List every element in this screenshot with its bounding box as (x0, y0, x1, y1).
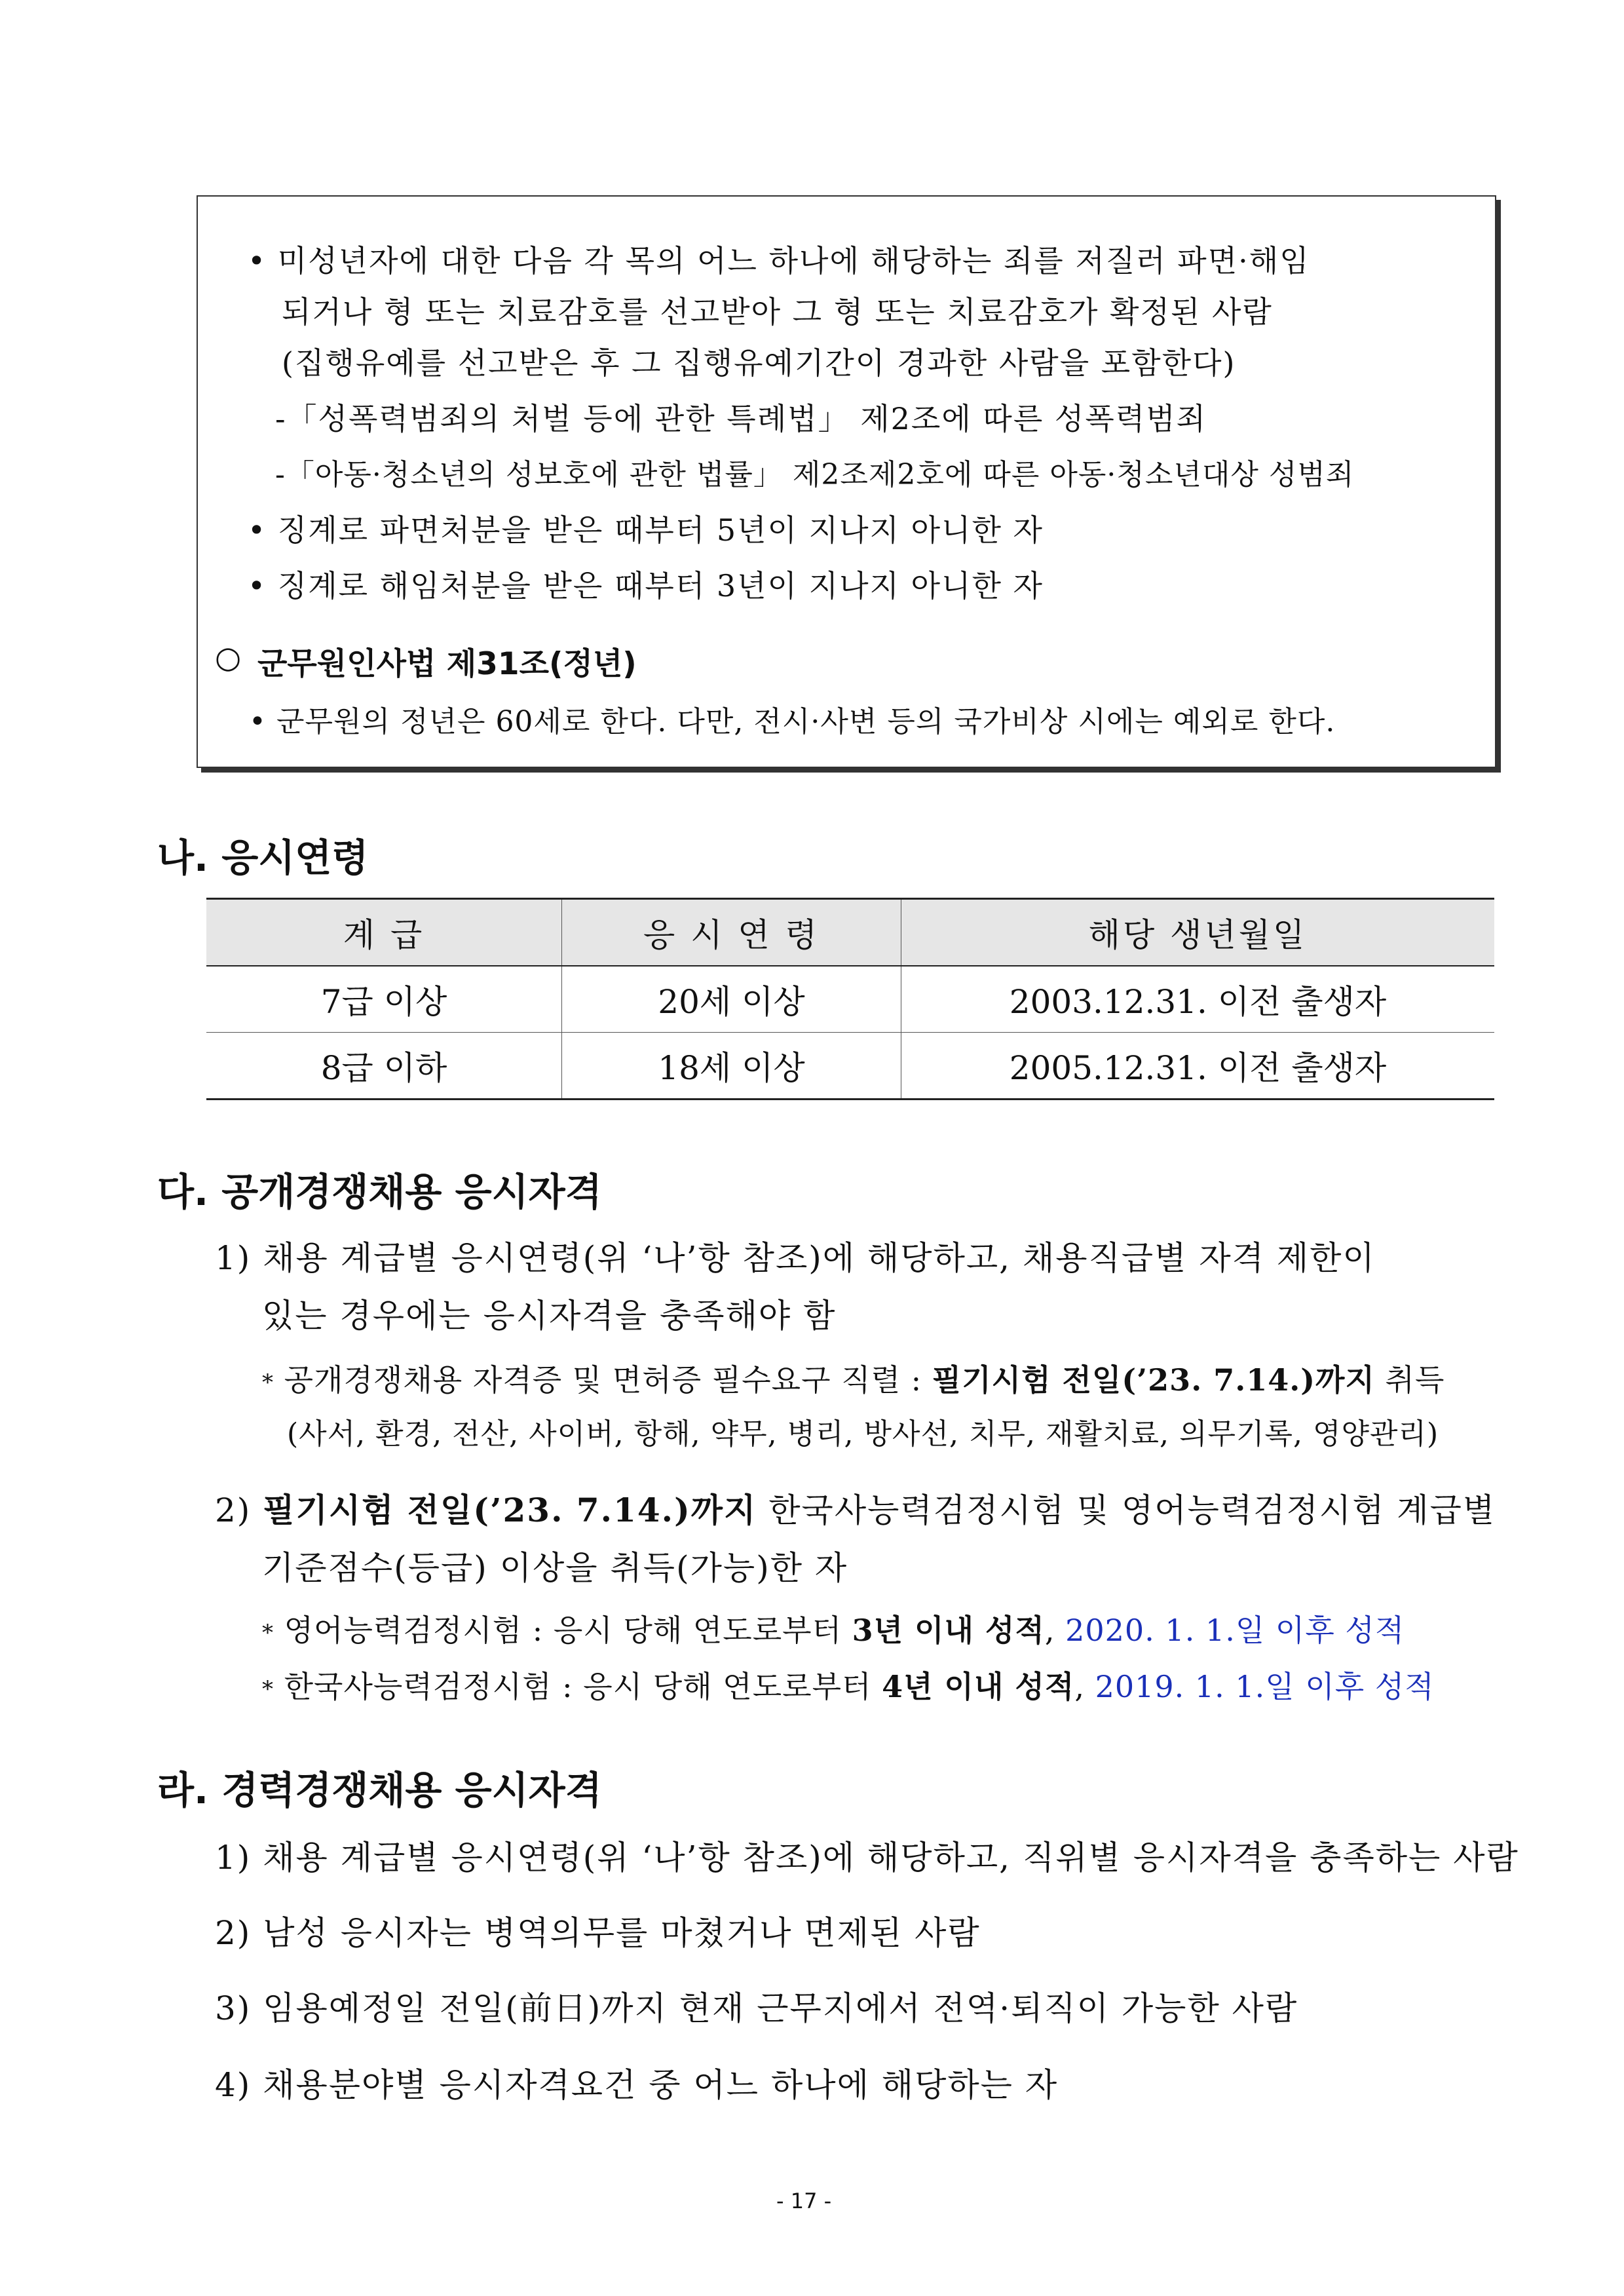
ra-item-2: 2) 남성 응시자는 병역의무를 마쳤거나 면제된 사람 (215, 1914, 981, 1952)
ra-item-1: 1) 채용 계급별 응시연령(위 ‘나’항 참조)에 해당하고, 직위별 응시자격을 충족하는 사람 (215, 1839, 1519, 1877)
table-cell: 7급 이상 (206, 966, 562, 1033)
col-header-grade: 계 급 (206, 899, 562, 966)
col-header-age: 응 시 연 령 (562, 899, 901, 966)
table-cell: 18세 이상 (562, 1033, 901, 1100)
note2-blue: 2020. 1. 1.일 이후 성적 (1065, 1613, 1405, 1648)
box-item1-line2: 되거나 형 또는 치료감호를 선고받아 그 형 또는 치료감호가 확정된 사람 (282, 294, 1273, 330)
note-asterisk: * (262, 1620, 274, 1646)
note1-tail: 취득 (1374, 1362, 1445, 1398)
ra-item-4: 4) 채용분야별 응시자격요건 중 어느 하나에 해당하는 자 (215, 2066, 1059, 2104)
note3-comma: , (1074, 1669, 1095, 1704)
col-header-birth: 해당 생년월일 (901, 899, 1495, 966)
note2-text: 영어능력검정시험 : 응시 당해 연도로부터 (284, 1613, 852, 1648)
law-heading: 군무원인사법 제31조(정년) (257, 646, 637, 682)
table-cell: 20세 이상 (562, 966, 901, 1033)
note3-bold: 4년 이내 성적 (882, 1669, 1075, 1704)
box-item3: • 징계로 해임처분을 받은 때부터 3년이 지나지 아니한 자 (248, 568, 1044, 603)
ra-item-3: 3) 임용예정일 전일(前日)까지 현재 근무지에서 전역·퇴직이 가능한 사람 (215, 1989, 1298, 2027)
da-p1-line1: 1) 채용 계급별 응시연령(위 ‘나’항 참조)에 해당하고, 채용직급별 자격 제한이 (215, 1239, 1376, 1277)
page-number: - 17 - (776, 2189, 832, 2213)
box-sub1: -「성폭력범죄의 처벌 등에 관한 특례법」 제2조에 따른 성폭력범죄 (275, 401, 1207, 436)
box-item1-line1: • 미성년자에 대한 다음 각 목의 어느 하나에 해당하는 죄를 저질러 파면·해임 (248, 243, 1310, 278)
box-item2: • 징계로 파면처분을 받은 때부터 5년이 지나지 아니한 자 (248, 512, 1044, 548)
note2-comma: , (1044, 1613, 1066, 1648)
note-asterisk: * (262, 1369, 274, 1396)
table-cell: 2003.12.31. 이전 출생자 (901, 966, 1495, 1033)
da-note3 (262, 1663, 1435, 1706)
p2-rest: 한국사능력검정시험 및 영어능력검정시험 계급별 (757, 1491, 1496, 1529)
law-text: • 군무원의 정년은 60세로 한다. 다만, 전시·사변 등의 국가비상 시에는 예외로 한다. (249, 705, 1336, 738)
table-cell: 2005.12.31. 이전 출생자 (901, 1033, 1495, 1100)
section-ra-heading: 라. 경력경쟁채용 응시자격 (157, 1768, 602, 1812)
note3-text: 한국사능력검정시험 : 응시 당해 연도로부터 (284, 1669, 882, 1704)
da-note1-line2: (사서, 환경, 전산, 사이버, 항해, 약무, 병리, 방사선, 치무, 재활치료, 의무기록, 영양관리) (287, 1417, 1439, 1451)
da-p1-line2: 있는 경우에는 응시자격을 충족해야 함 (262, 1297, 837, 1335)
section-da-heading: 다. 공개경쟁채용 응시자격 (157, 1170, 602, 1214)
table-row (206, 1033, 1494, 1100)
box-sub2: -「아동·청소년의 성보호에 관한 법률」 제2조제2호에 따른 아동·청소년대상 성범죄 (275, 458, 1355, 491)
note1-text: 공개경쟁채용 자격증 및 면허증 필수요구 직렬 : (284, 1362, 932, 1398)
da-p2-line2: 기준점수(등급) 이상을 취득(가능)한 자 (262, 1549, 848, 1587)
law-marker: ○ (215, 640, 243, 675)
p2-bold: 필기시험 전일(’23. 7.14.)까지 (263, 1491, 757, 1529)
box-item1-line3: (집행유예를 선고받은 후 그 집행유예기간이 경과한 사람을 포함한다) (282, 345, 1236, 381)
p2-number: 2) (215, 1491, 263, 1529)
table-row (206, 966, 1494, 1033)
da-p2-line1 (215, 1484, 1496, 1531)
da-note1 (262, 1356, 1445, 1400)
note-asterisk: * (262, 1676, 274, 1702)
note3-blue: 2019. 1. 1.일 이후 성적 (1095, 1669, 1435, 1704)
note2-bold: 3년 이내 성적 (852, 1613, 1045, 1648)
da-note2 (262, 1607, 1405, 1650)
table-header-row (206, 899, 1494, 966)
age-table (206, 898, 1494, 1100)
section-na-heading: 나. 응시연령 (157, 835, 369, 880)
note1-bold: 필기시험 전일(’23. 7.14.)까지 (932, 1362, 1375, 1398)
table-cell: 8급 이하 (206, 1033, 562, 1100)
